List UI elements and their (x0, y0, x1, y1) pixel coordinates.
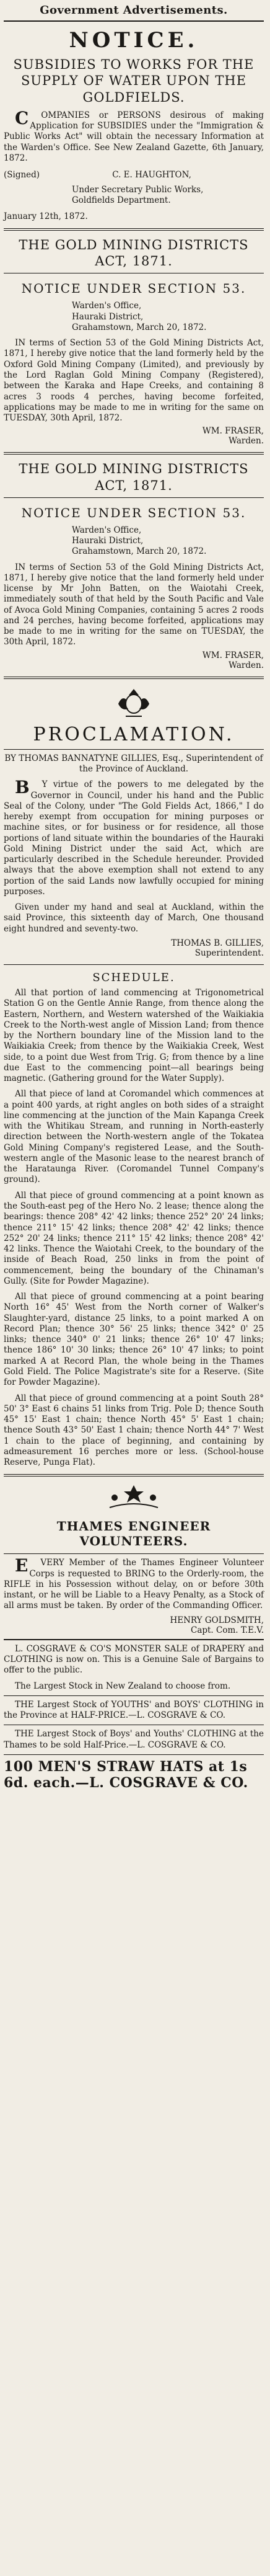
notice-title: SUBSIDIES TO WORKS FOR THE SUPPLY OF WATER UPON THE GOLDFIELDS. (13, 57, 255, 105)
signer-name: THOMAS B. GILLIES, (171, 938, 264, 948)
title-rule (4, 749, 264, 750)
notice-water-subsidies (4, 28, 264, 222)
signer-role (4, 185, 264, 207)
office-line: Hauraki District, (72, 536, 144, 546)
schedule-paragraph: All that piece of ground commencing at a point bearing North 16° 45' West from the North corner of Walker's Slaughter-yard, distance 25 links, to a point marked A on Record Plan; thence 30° 56' 25 links; thence 342° 0' 25 links; thence 340° 0' 21 links; thence 26° 10' 47 links; thence 186° 10' 30 links; thence 26° 10' 47 links; to point marked A at Record Plan, the whole being in the Thames Gold Field. The Police Magistrate's site for a Reserve. (Site for Powder Magazine). (4, 1292, 264, 1388)
signer-name: C. E. HAUGHTON, (112, 170, 191, 180)
notice-body: IN terms of Section 53 of the Gold Mining Districts Act, 1871, I hereby give notice that the land formerly held under license by Mr John Batten, on the Waiotahi Creek, immediately south of that held by the South Pacific and Vale of Avoca Gold Mining Companies, containing 5 acres 2 roods and 24 perches, having become forfeited, applications may be made to me in writing for the same on TUESDAY, the 30th April, 1872. (4, 562, 264, 647)
signer-name: WM. FRASER, (202, 426, 264, 437)
act-title: THE GOLD MINING DISTRICTS ACT, 1871. (19, 461, 249, 493)
notice-body: IN terms of Section 53 of the Gold Mining Districts Act, 1871, I hereby give notice that the land formerly held by the Oxford Gold Mining Company (Limited), and previously by the Lord Raglan Gold Mining Company (Registered), between the Karaka and Hape Creeks, and containing 8 acres 3 roods 4 perches, having become forfeited, applications may be made to me in writing for the same on TUESDAY, 30th April, 1872. (4, 338, 264, 424)
volunteers-title: THAMES ENGINEER VOLUNTEERS. (56, 1519, 211, 1549)
proclamation-title: PROCLAMATION. (33, 723, 235, 745)
office-address (4, 301, 264, 333)
section-divider (4, 677, 264, 679)
title-rule (4, 1553, 264, 1554)
signer-role: Warden. (229, 436, 264, 446)
signer-role-line: Under Secretary Public Works, (72, 185, 204, 195)
ad-divider (4, 1754, 264, 1755)
schedule-paragraph: All that piece of ground commencing at a point known as the South-east peg of the Hero No. 2 lease; thence along the bearings: thence 208° 42' 42 links; thence 252° 20' 24 links; thence 211° 15' 42 links; thence 208° 42' 42 links; thence 252° 20' 24 links; thence 211° 15' 42 links; thence 208° 42' 42 links. Thence the Waiotahi Creek, to the boundary of the inside of Beach Road, 250 links in from the point of commencement, being the boundary of the Chinaman's Gully. (Site for Powder Magazine). (4, 1190, 264, 1286)
section-header: Government Advertisements. (40, 4, 228, 17)
office-line: Hauraki District, (72, 311, 144, 322)
advertisements (4, 1644, 264, 1791)
proclamation-given: Given under my hand and seal at Auckland, within the said Province, this sixteenth day of March, One thousand eight hundred and seventy-two. (4, 902, 264, 934)
schedule (4, 971, 264, 1468)
office-line: Grahamstown, March 20, 1872. (72, 322, 207, 332)
act-title: THE GOLD MINING DISTRICTS ACT, 1871. (19, 237, 249, 269)
ad-youths-clothing: THE Largest Stock of YOUTHS' and BOYS' CLOTHING in the Province at HALF-PRICE.—L. COSGRAVE & CO. (4, 1699, 264, 1721)
header-rule (4, 20, 264, 22)
signer-name: WM. FRASER, (202, 650, 264, 660)
signer-role: Superintendent. (194, 948, 264, 958)
signer-role: Warden. (229, 660, 264, 670)
notice-gold-mining-2 (4, 461, 264, 670)
thames-engineer-volunteers (4, 1483, 264, 1635)
notice-subtitle: NOTICE UNDER SECTION 53. (21, 281, 246, 296)
ad-cosgrave-stock: The Largest Stock in New Zealand to choose from. (15, 1681, 231, 1691)
schedule-paragraph: All that piece of land at Coromandel which commences at a point 400 yards, at right angles on both sides of a straight line commencing at the junction of the Main Kapanga Creek with the Whitikau Stream, and running in North-easterly direction between the North-western angle of the Tokatea Gold Mining Company's registered Lease, and the South-western angle of the Masonic lease to the nearest branch of the Harataunga River. (Coromandel Tunnel Company's ground). (4, 1089, 264, 1185)
ad-divider (4, 1695, 264, 1696)
volunteers-body: EVERY Member of the Thames Engineer Volunteer Corps is requested to BRING to the Orderly-room, the RIFLE in his Possession without delay, on or before 30th instant, or he will be Liable to a Heavy Penalty, as a Stock of all arms must be taken. By order of the Commanding Officer. (4, 1555, 264, 1611)
section-divider (4, 964, 264, 965)
section-divider (4, 1639, 264, 1640)
office-line: Warden's Office, (72, 301, 142, 311)
military-emblem-icon (106, 1483, 162, 1511)
office-address (4, 525, 264, 557)
notice-body: COMPANIES or PERSONS desirous of making Application for SUBSIDIES under the "Immigration & Public Works Act" will obtain the necessary Information at the Warden's Office. See New Zealand Gazette, 6th January, 1872. (4, 107, 264, 163)
office-line: Grahamstown, March 20, 1872. (72, 546, 207, 557)
notice-gold-mining-1 (4, 237, 264, 446)
signer-role-line: Goldfields Department. (72, 195, 171, 206)
ad-largest-stock: THE Largest Stock of Boys' and Youths' CLOTHING at the Thames to be sold Half-Price.—L. COSGRAVE & CO. (4, 1729, 264, 1750)
notice-subtitle: NOTICE UNDER SECTION 53. (21, 505, 246, 520)
office-line: Warden's Office, (72, 525, 142, 535)
signer-role: Capt. Com. T.E.V. (190, 1625, 264, 1635)
signature-row (4, 170, 264, 180)
signed-label: (Signed) (4, 170, 40, 180)
title-rule (4, 497, 264, 498)
proclamation (4, 685, 264, 958)
ad-cosgrave-sale: L. COSGRAVE & CO'S MONSTER SALE of DRAPERY and CLOTHING is now on. This is a Genuine Sale of Bargains to offer to the public. (4, 1643, 264, 1676)
schedule-paragraph: All that piece of ground commencing at a point South 28° 50' 3° East 6 chains 51 links from Trig. Pole D; thence South 45° 15' East 1 chain; thence North 45° 5' East 1 chain; thence South 43° 50' East 1 chain; thence North 44° 7' West 1 chain to the place of beginning, and containing by admeasurement 16 perches more or less. (School-house Reserve, Punga Flat). (4, 1393, 264, 1468)
notice-heading: NOTICE. (69, 28, 199, 53)
schedule-paragraph: All that portion of land commencing at Trigonometrical Station G on the Gentle Annie Range, from thence along the Eastern, Northern, and Western watershed of the Waikiakia Creek to the North-west angle of Mission Land; from thence by the Northern boundary line of the Mission land to the Waikiakia Creek; from thence by the Waikiakia Creek, West side, to a point due West from Trig. G; from thence by a line due East to the commencing point—all bearings being magnetic. (Gathering ground for the Water Supply). (4, 987, 264, 1084)
signer-name: HENRY GOLDSMITH, (170, 1615, 264, 1625)
section-divider (4, 452, 264, 455)
royal-crest-icon (112, 685, 155, 720)
schedule-title: SCHEDULE. (92, 970, 175, 984)
ad-straw-hats: 100 MEN'S STRAW HATS at 1s 6d. each.—L. COSGRAVE & CO. (4, 1758, 248, 1791)
section-divider (4, 1474, 264, 1477)
proclamation-byline: BY THOMAS BANNATYNE GILLIES, Esq., Superintendent of the Province of Auckland. (4, 753, 263, 774)
notice-date: January 12th, 1872. (4, 211, 88, 221)
section-divider (4, 228, 264, 231)
proclamation-body: BY virtue of the powers to me delegated by the Governor in Council, under his hand and the Public Seal of the Colony, under "The Gold Fields Act, 1866," I do hereby exempt from occupation for mining purposes or machine sites, or for business or for residence, all those portions of land situate within the boundaries of the Hauraki Gold Mining District under the said Act, which are particularly described in the Schedule hereunder. Provided always that the above exemption shall not extend to any portion of the said Lands now lawfully occupied for mining purposes. (4, 777, 264, 897)
